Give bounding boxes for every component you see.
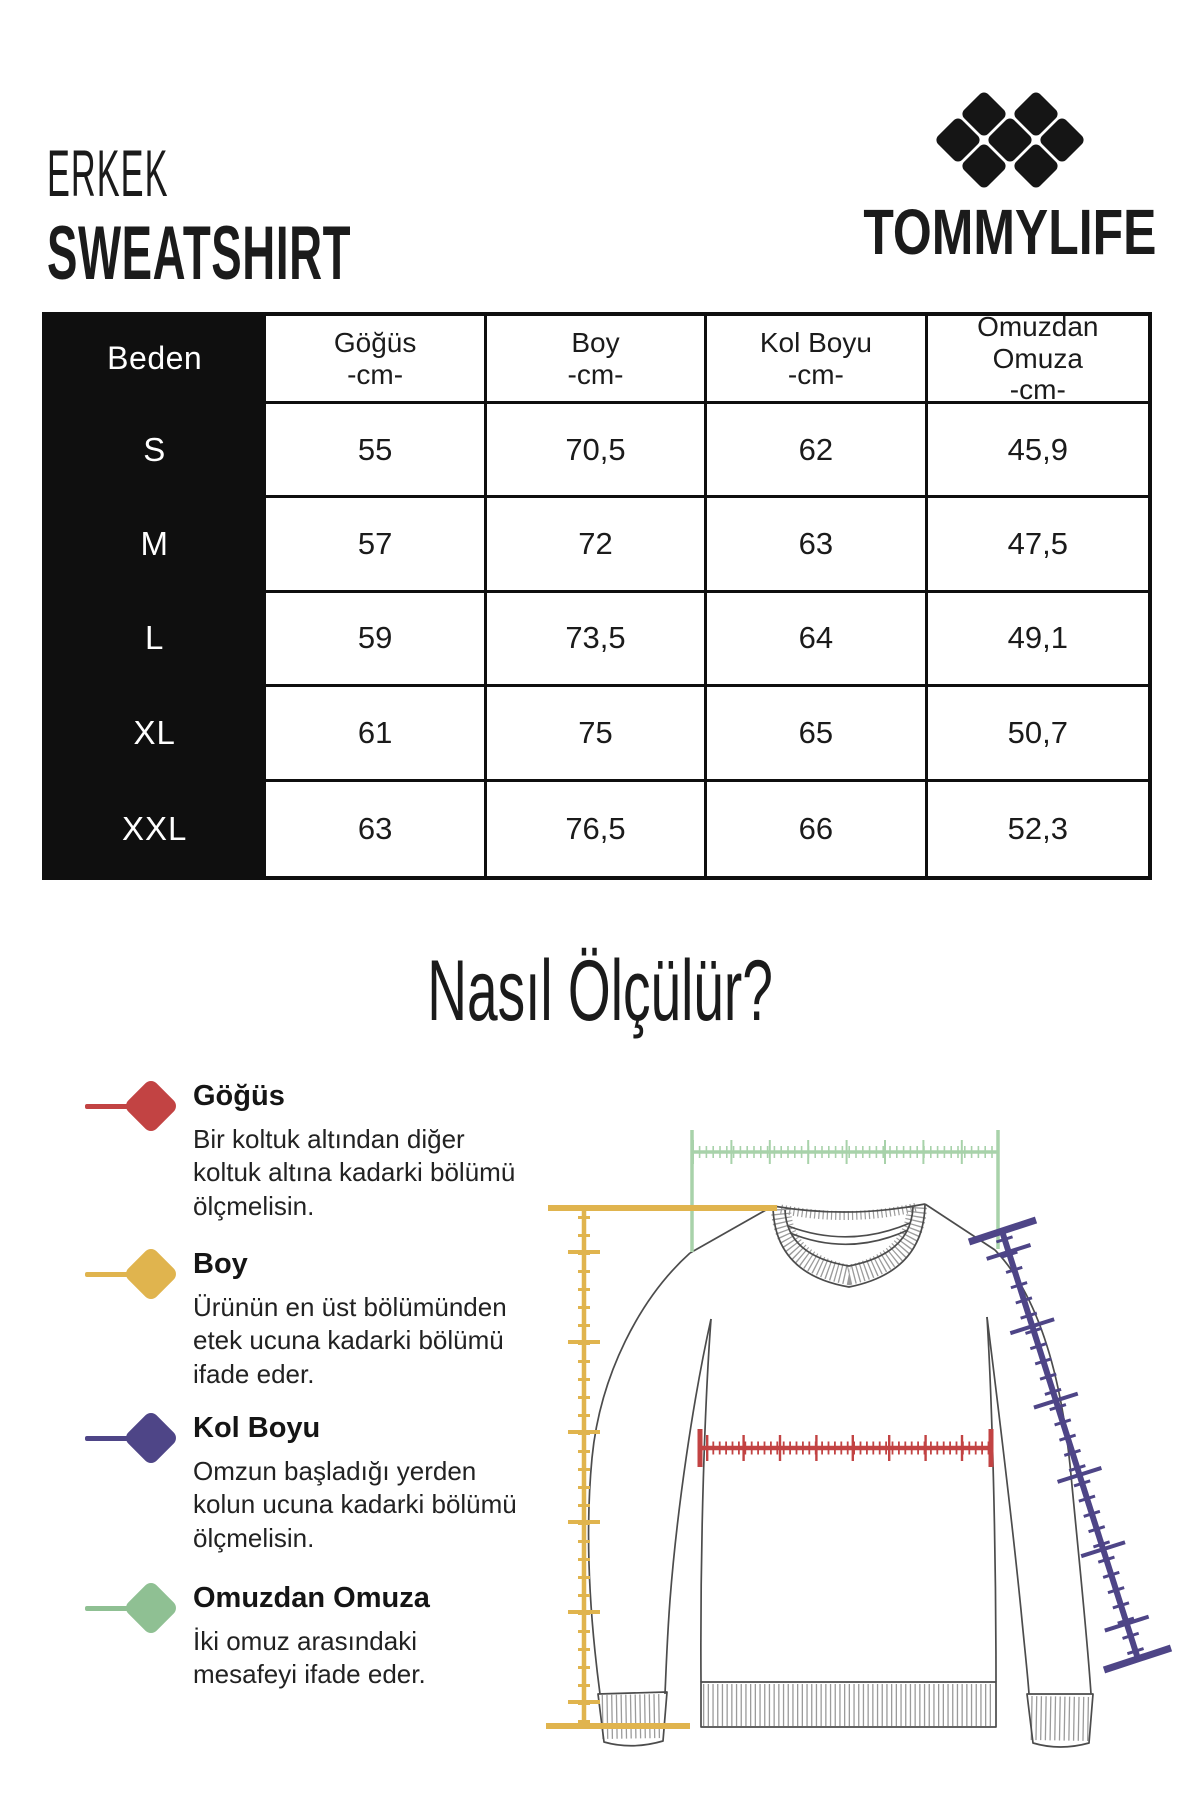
size-label: S <box>46 404 266 498</box>
brand-name: TOMMYLIFE <box>863 196 1157 268</box>
size-label: XXL <box>46 782 266 876</box>
table-cell: 62 <box>707 404 927 498</box>
table-cell: 45,9 <box>928 404 1148 498</box>
shoulder-ruler <box>692 1130 998 1252</box>
column-header-chest: Göğüs -cm- <box>266 316 486 404</box>
legend-description: Omzun başladığı yerden kolun ucuna kadarki bölümü ölçmelisin. <box>193 1456 517 1553</box>
legend-title: Omuzdan Omuza <box>193 1582 430 1614</box>
product-type: SWEATSHIRT <box>47 211 352 296</box>
sleeve-ruler <box>969 1220 1171 1670</box>
chest-ruler <box>700 1429 991 1467</box>
length-ruler <box>546 1208 777 1726</box>
table-cell: 72 <box>487 498 707 592</box>
table-cell: 50,7 <box>928 687 1148 781</box>
column-header-sleeve: Kol Boyu -cm- <box>707 316 927 404</box>
table-cell: 63 <box>266 782 486 876</box>
page-title <box>47 136 554 296</box>
column-header-length: Boy -cm- <box>487 316 707 404</box>
legend-title: Göğüs <box>193 1080 285 1112</box>
size-label: XL <box>46 687 266 781</box>
brand-block <box>810 88 1200 268</box>
size-table <box>42 312 1152 880</box>
table-cell: 61 <box>266 687 486 781</box>
table-cell: 63 <box>707 498 927 592</box>
table-cell: 52,3 <box>1007 810 1068 846</box>
table-cell: 66 <box>707 782 927 876</box>
table-cell: 59 <box>266 593 486 687</box>
legend-description: İki omuz arasındaki mesafeyi ifade eder. <box>193 1626 426 1690</box>
size-label: M <box>46 498 266 592</box>
how-to-measure-heading: Nasıl Ölçülür? <box>427 943 773 1039</box>
legend-description: Ürünün en üst bölümünden etek ucuna kadarki bölümü ifade eder. <box>193 1292 507 1389</box>
column-header-shoulder: Omuzdan Omuza -cm- <box>928 316 1148 404</box>
table-cell: 75 <box>487 687 707 781</box>
legend-description: Bir koltuk altından diğer koltuk altına kadarki bölümü ölçmelisin. <box>193 1124 516 1221</box>
table-cell: 55 <box>266 404 486 498</box>
sweatshirt-measure-diagram <box>40 1060 1200 1780</box>
size-column-header: Beden <box>46 316 266 404</box>
table-cell: 65 <box>707 687 927 781</box>
table-cell: 64 <box>707 593 927 687</box>
legend-title: Kol Boyu <box>193 1412 321 1444</box>
table-cell: 49,1 <box>928 593 1148 687</box>
size-label: L <box>46 593 266 687</box>
legend-title: Boy <box>193 1248 248 1280</box>
table-cell: 73,5 <box>487 593 707 687</box>
table-cell: 76,5 <box>487 782 707 876</box>
brand-logo-icon <box>910 88 1110 192</box>
table-cell: 47,5 <box>928 498 1148 592</box>
table-cell: 70,5 <box>487 404 707 498</box>
table-cell: 57 <box>266 498 486 592</box>
product-category: ERKEK <box>47 136 169 210</box>
